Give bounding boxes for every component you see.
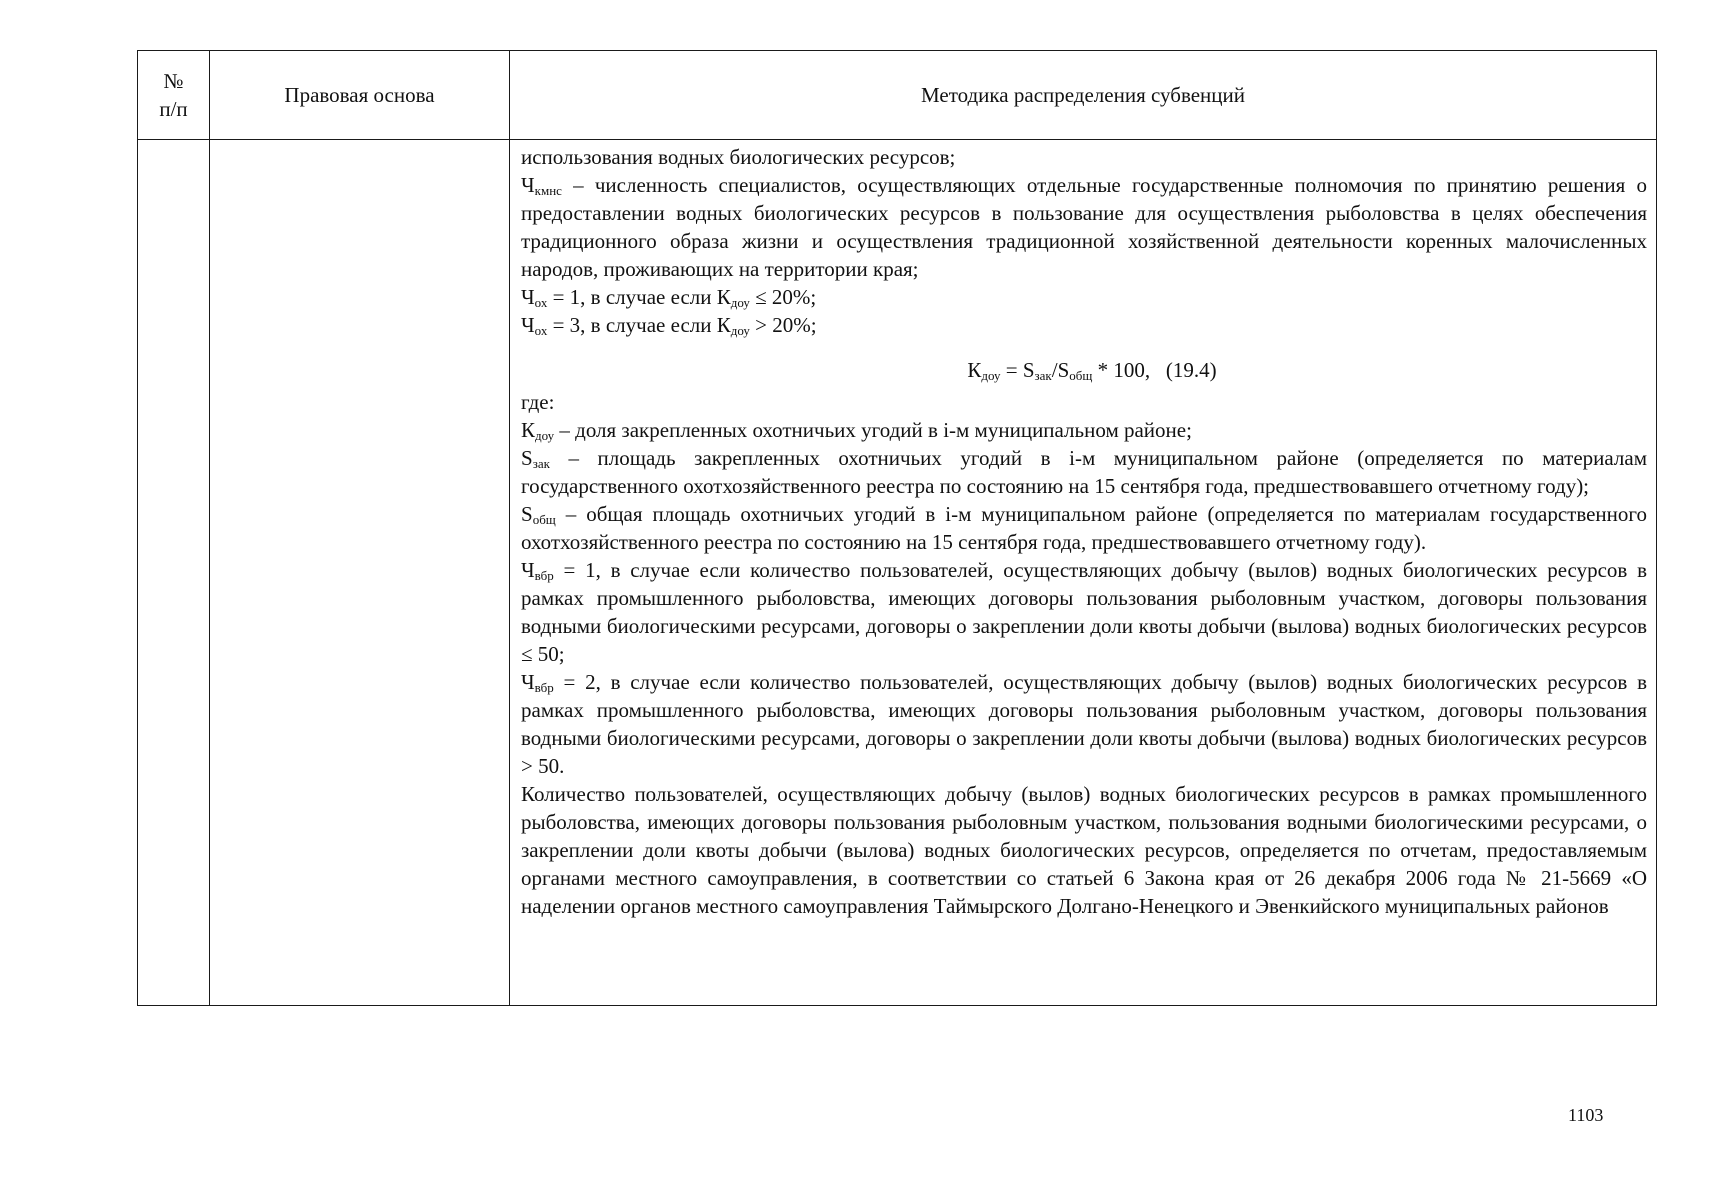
cell-number <box>138 140 210 1006</box>
method-paragraph-sobshch: $S_{общ}$ – общая площадь охотничьих угодий в i-м муниципальном районе (определяется по материалам государственного охотхозяйственного реестра по состоянию на 15 сентября года, предшествовавшего отчетному году). <box>521 502 1647 554</box>
header-legal-basis: Правовая основа <box>210 51 510 140</box>
header-number-line2: п/п <box>159 97 188 121</box>
method-paragraph-chkmns: $Ч_{кмнс}$ – численность специалистов, осуществляющих отдельные государственные полномочия по принятию решения о предоставлении водных биологических ресурсов в пользование для осуществления рыболовства в целях обеспечения традиционного образа жизни и осуществления традиционной хозяйственной деятельности коренных малочисленных народов, проживающих на территории края; <box>521 173 1647 281</box>
cell-method <box>510 140 1657 1006</box>
method-paragraph-chokh-1: $Ч_{ох} = 1$, в случае если $К_{доу} \le 20\%$; <box>521 285 817 310</box>
method-paragraph-1: использования водных биологических ресурсов; <box>521 145 956 169</box>
method-paragraph-users-count: Количество пользователей, осуществляющих добычу (вылов) водных биологических ресурсов в рамках промышленного рыболовства, имеющих договоры пользования рыболовным участком, пользования водными биологическими ресурсами, о закреплении доли квоты добычи (вылова) водных биологических ресурсов, определяется по отчетам, предоставляемым органами местного самоуправления, в соответствии со статьей 6 Закона края от 26 декабря 2006 года № 21-5669 «О наделении органов местного самоуправления Таймырского Долгано-Ненецкого и Эвенкийского муниципальных районов <box>521 782 1647 918</box>
method-paragraph-szak: $S_{зак}$ – площадь закрепленных охотничьих угодий в i-м муниципальном районе (определяется по материалам государственного охотхозяйственного реестра по состоянию на 15 сентября года, предшествовавшего отчетному году); <box>521 446 1647 498</box>
header-number-line1: № <box>163 69 184 93</box>
subvention-method-table <box>137 50 1657 1006</box>
method-where: где: <box>521 390 555 414</box>
formula-19-4: $К_{доу} = S_{зак}/S_{общ} * 100$, (19.4) <box>967 358 1217 383</box>
method-paragraph-chvbr-2: $Ч_{вбр} = 2$, в случае если количество пользователей, осуществляющих добычу (вылов) водных биологических ресурсов в рамках промышленного рыболовства, имеющих договоры пользования рыболовным участком, договоры пользования водными биологическими ресурсами, договоры о закреплении доли квоты добычи (вылова) водных биологических ресурсов > 50. <box>521 670 1647 778</box>
method-paragraph-chvbr-1: $Ч_{вбр} = 1$, в случае если количество пользователей, осуществляющих добычу (вылов) водных биологических ресурсов в рамках промышленного рыболовства, имеющих договоры пользования рыболовным участком, договоры пользования водными биологическими ресурсами, договоры о закреплении доли квоты добычи (вылова) водных биологических ресурсов ≤ 50; <box>521 558 1647 666</box>
table-row <box>138 140 1657 1006</box>
method-text <box>521 143 1647 920</box>
method-paragraph-chokh-3: $Ч_{ох} = 3$, в случае если $К_{доу} > 20\%$; <box>521 313 817 338</box>
cell-legal-basis <box>210 140 510 1006</box>
table-header-row <box>138 51 1657 140</box>
method-paragraph-kdou: $К_{доу}$ – доля закрепленных охотничьих угодий в i-м муниципальном районе; <box>521 418 1192 443</box>
header-number <box>138 51 210 140</box>
header-method: Методика распределения субвенций <box>510 51 1657 140</box>
page-number: 1103 <box>1568 1105 1604 1125</box>
